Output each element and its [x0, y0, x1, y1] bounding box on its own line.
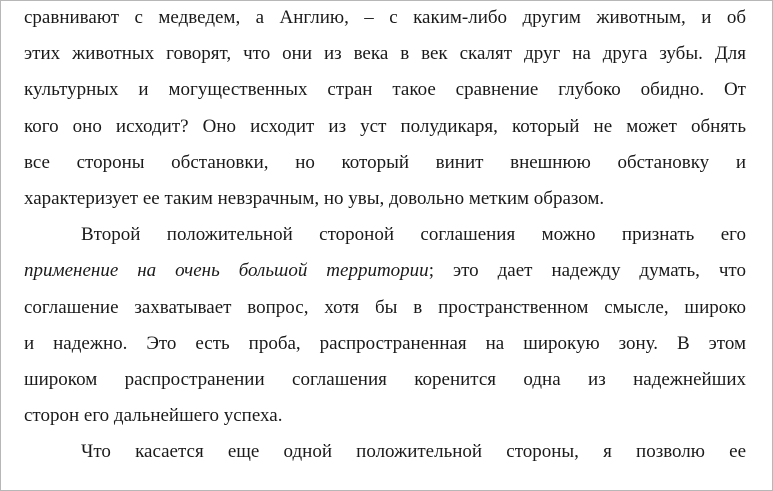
paragraph-1-line-3: культурных и могущественных стран такое сравнение глубоко обидно. От — [24, 79, 746, 101]
paragraph-1-line-2: этих животных говорят, что они из века в век скалят друг на друга зубы. Для — [24, 43, 746, 65]
paragraph-1-line-5: все стороны обстановки, но который винит внешнюю обстановку и — [24, 151, 746, 173]
paragraph-2-line-1: Второй положительной стороной соглашения можно признать его — [81, 224, 746, 246]
paragraph-2-line-4: и надежно. Это есть проба, распространенная на широкую зону. В этом — [24, 332, 746, 354]
emphasis-text: применение на очень большой территории — [24, 260, 429, 282]
paragraph-2-line-2 — [24, 253, 746, 289]
paragraph-2-line-5: широком распространении соглашения коренится одна из надежнейших — [24, 368, 746, 390]
paragraph-2-line-6: сторон его дальнейшего успеха. — [24, 405, 283, 427]
paragraph-3-line-1: Что касается еще одной положительной стороны, я позволю ее — [81, 441, 746, 463]
paragraph-1-line-1: сравнивают с медведем, а Англию, – с каким-либо другим животным, и об — [24, 7, 746, 28]
paragraph-1-line-4: кого оно исходит? Оно исходит из уст полудикаря, который не может обнять — [24, 115, 746, 137]
document-text — [24, 0, 746, 470]
paragraph-1-line-6: характеризует ее таким невзрачным, но увы, довольно метким образом. — [24, 187, 605, 209]
paragraph-2-line-2-rest: ; это дает надежду думать, что — [428, 260, 746, 282]
paragraph-2-line-3: соглашение захватывает вопрос, хотя бы в пространственном смысле, широко — [24, 296, 746, 318]
